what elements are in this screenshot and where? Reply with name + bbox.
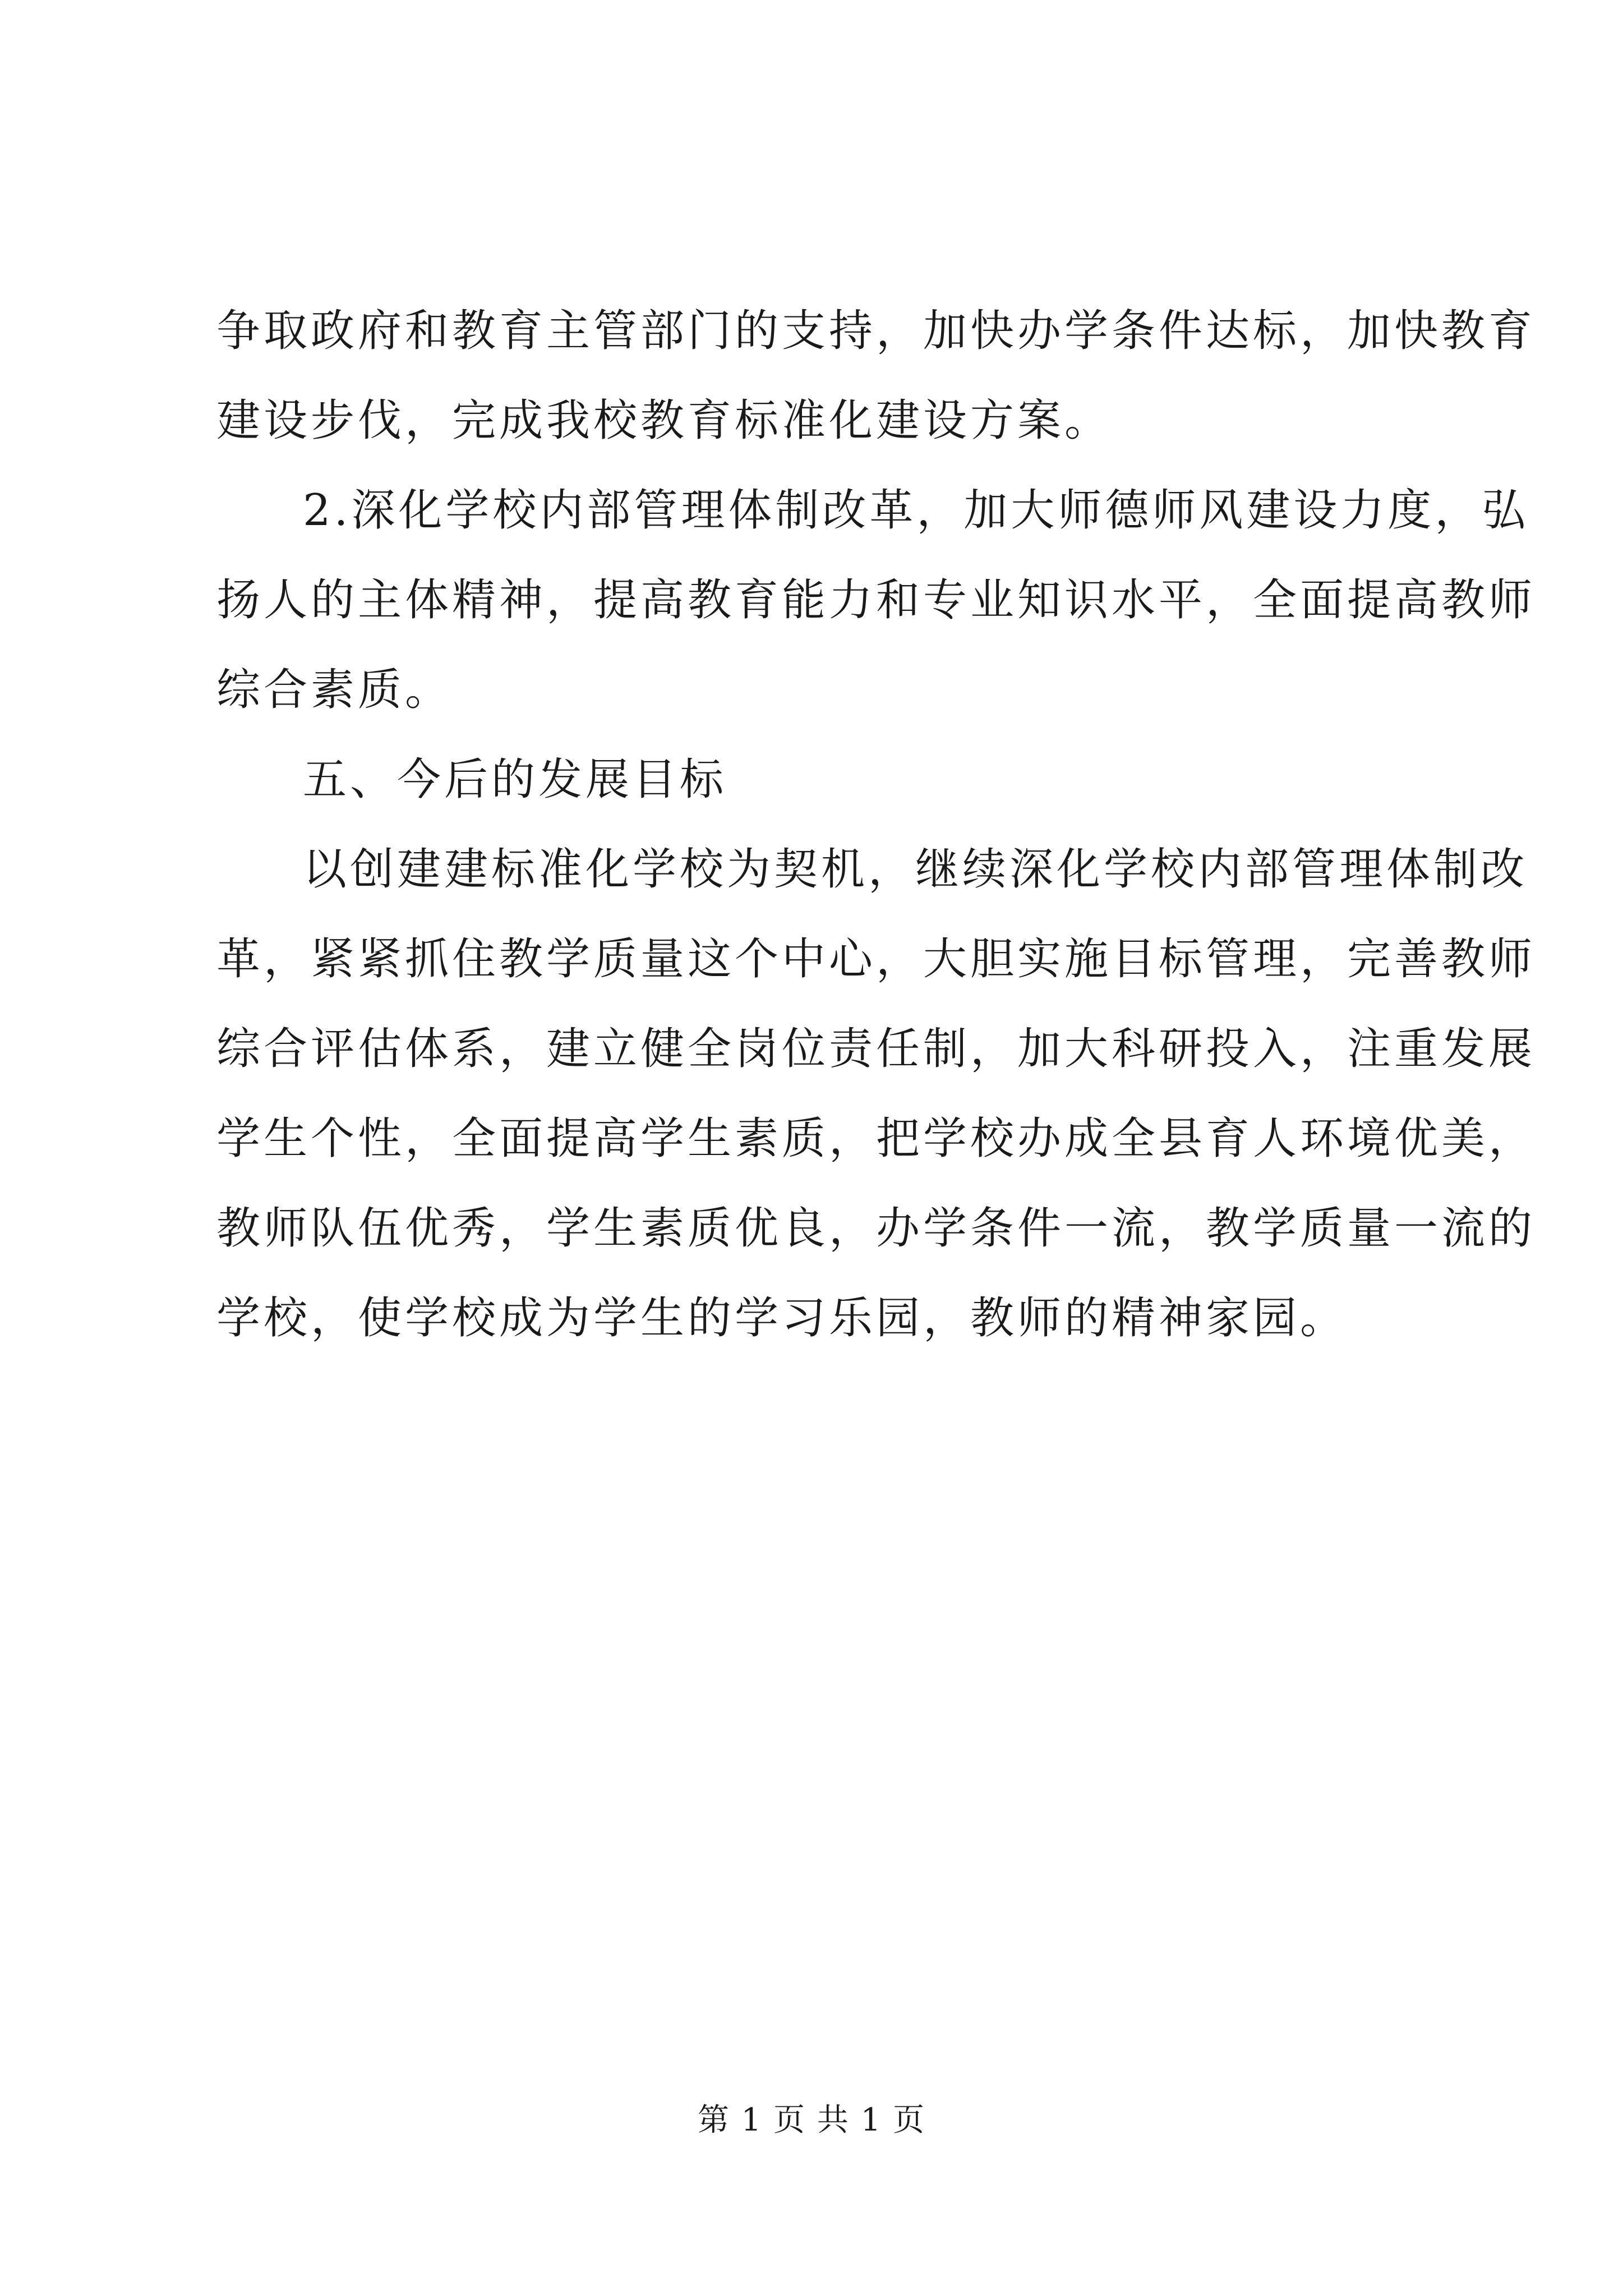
paragraph-line: 革，紧紧抓住教学质量这个中心，大胆实施目标管理，完善教师 [216,934,1536,984]
paragraph-line: 以创建建标准化学校为契机，继续深化学校内部管理体制改 [303,844,1528,895]
paragraph-line: 2.深化学校内部管理体制改革，加大师德师风建设力度，弘 [303,485,1529,536]
paragraph-line: 学生个性，全面提高学生素质，把学校办成全县育人环境优美， [216,1114,1536,1164]
paragraph-line: 教师队伍优秀，学生素质优良，办学条件一流，教学质量一流的 [216,1203,1536,1254]
page-number-footer: 第 1 页 共 1 页 [697,2102,926,2138]
paragraph-line: 综合评估体系，建立健全岗位责任制，加大科研投入，注重发展 [216,1024,1536,1074]
paragraph-line: 综合素质。 [216,665,453,715]
paragraph-line: 扬人的主体精神，提高教育能力和专业知识水平，全面提高教师 [216,575,1536,625]
section-heading: 五、今后的发展目标 [303,754,727,805]
paragraph-line: 建设步伐，完成我校教育标准化建设方案。 [216,395,1112,446]
paragraph-line: 学校，使学校成为学生的学习乐园，教师的精神家园。 [216,1293,1348,1343]
paragraph-line: 争取政府和教育主管部门的支持，加快办学条件达标，加快教育 [216,306,1536,356]
